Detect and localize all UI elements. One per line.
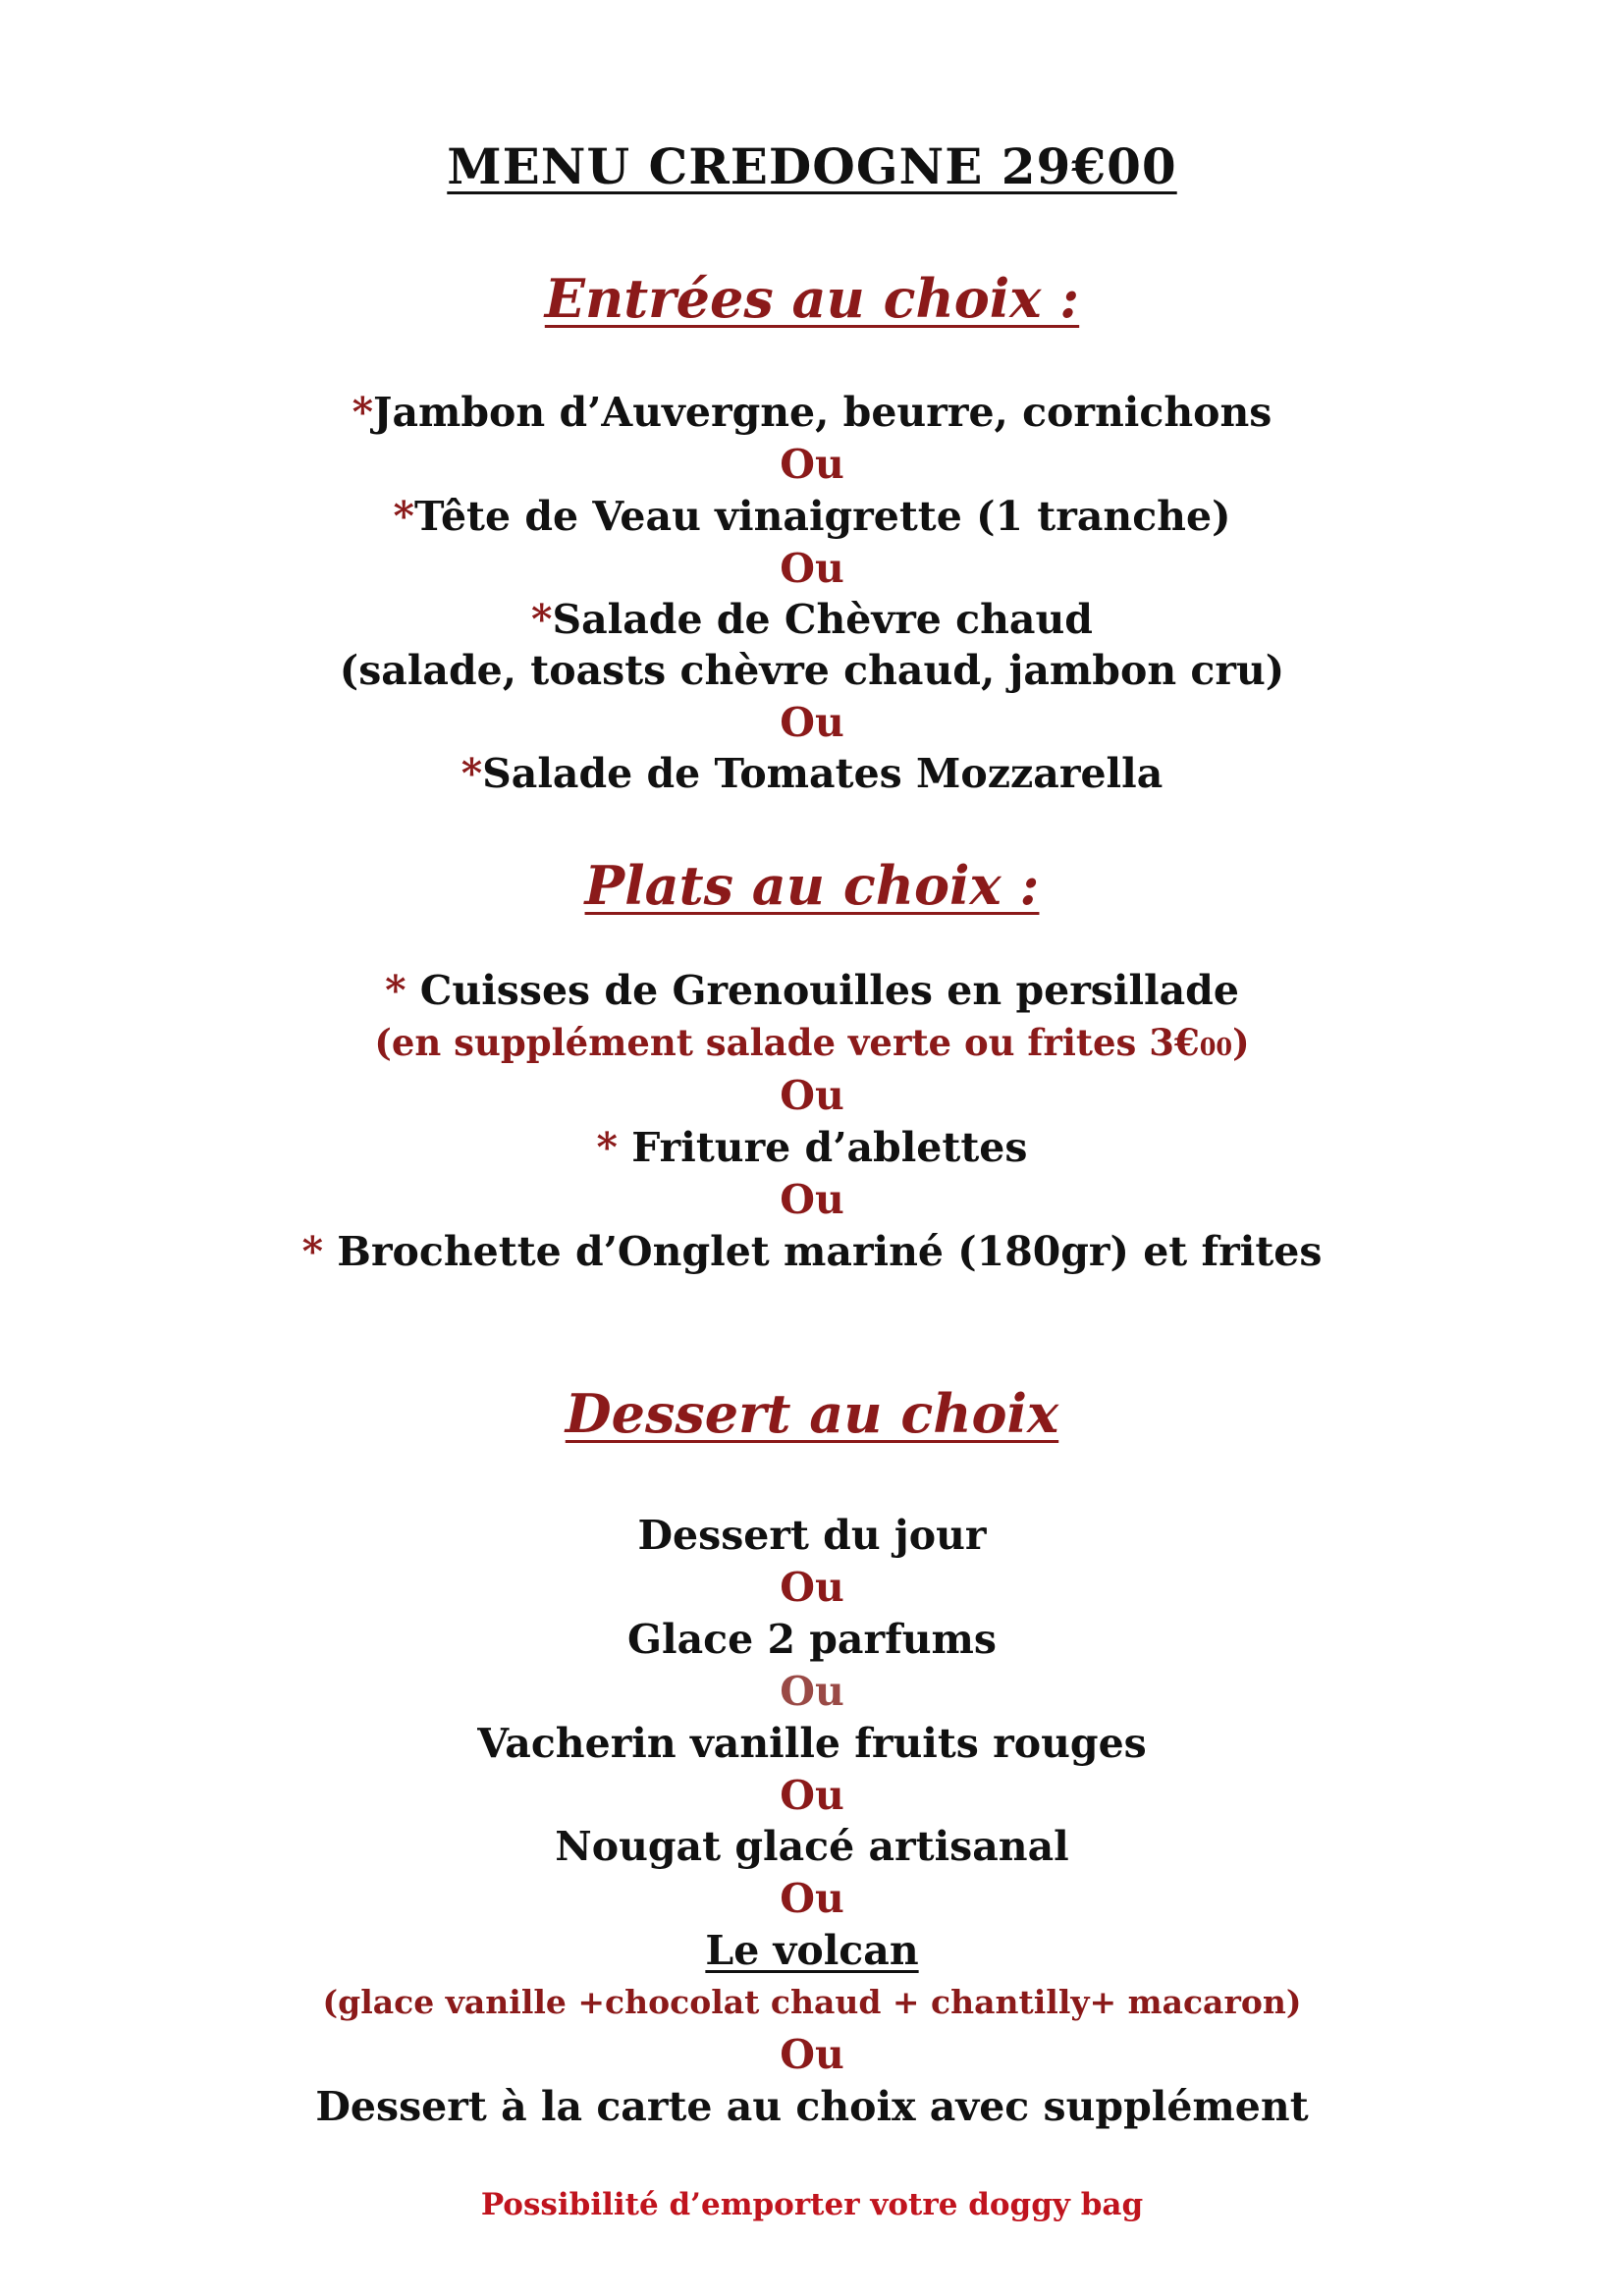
dessert-or-2: Ou: [780, 1668, 844, 1715]
plat-item-2-label: Friture d’ablettes: [618, 1124, 1028, 1171]
entree-star: *: [531, 596, 553, 643]
entree-item-4: [0, 750, 1624, 797]
entree-item-2-label: Tête de Veau vinaigrette (1 tranche): [413, 493, 1231, 540]
plat-item-1-note-cents: 00: [1199, 1033, 1233, 1061]
dessert-item-2: Glace 2 parfums: [626, 1616, 998, 1663]
entree-item-3-detail: (salade, toasts chèvre chaud, jambon cru): [339, 647, 1285, 694]
plat-item-1-note-close: ): [1232, 1021, 1250, 1064]
plat-item-1-label: Cuisses de Grenouilles en persillade: [406, 967, 1239, 1014]
dessert-or-1: Ou: [780, 1564, 844, 1611]
dessert-item-5: [0, 1927, 1624, 1974]
plat-star-1: *: [385, 967, 406, 1014]
dessert-or-5: Ou: [780, 2031, 844, 2078]
menu-title: MENU CREDOGNE 29€00: [447, 137, 1177, 195]
plat-star-2: *: [596, 1124, 618, 1171]
doggy-bag-note: Possibilité d’emporter votre doggy bag: [480, 2187, 1144, 2222]
dessert-item-5-detail: (glace vanille +chocolat chaud + chantilly+ macaron): [322, 1983, 1302, 2021]
entree-or-1: Ou: [780, 441, 844, 488]
dessert-item-3: Vacherin vanille fruits rouges: [477, 1720, 1147, 1767]
entree-item-3: [0, 596, 1624, 643]
entree-item-1-label: Jambon d’Auvergne, beurre, cornichons: [373, 389, 1272, 436]
plat-item-2: [0, 1124, 1624, 1171]
dessert-or-3: Ou: [780, 1772, 844, 1819]
dessert-item-5-label: Le volcan: [705, 1927, 919, 1974]
plat-item-3: [0, 1228, 1624, 1275]
entree-star: *: [393, 493, 414, 540]
dessert-item-4: Nougat glacé artisanal: [555, 1823, 1069, 1870]
dessert-or-4: Ou: [780, 1875, 844, 1922]
dessert-item-6: Dessert à la carte au choix avec supplément: [315, 2083, 1309, 2130]
entree-star: *: [352, 389, 374, 436]
plat-or-1: Ou: [780, 1072, 844, 1119]
entree-or-3: Ou: [780, 699, 844, 746]
entree-item-3-label: Salade de Chèvre chaud: [552, 596, 1093, 643]
entree-item-4-label: Salade de Tomates Mozzarella: [482, 750, 1164, 797]
entree-item-1: [0, 389, 1624, 436]
plat-or-2: Ou: [780, 1176, 844, 1223]
plat-item-1-note-text: (en supplément salade verte ou frites 3€: [374, 1021, 1200, 1064]
plat-item-3-label: Brochette d’Onglet mariné (180gr) et frites: [323, 1228, 1323, 1275]
desserts-heading: Dessert au choix: [565, 1382, 1059, 1445]
dessert-item-1: Dessert du jour: [637, 1512, 987, 1559]
plats-heading: Plats au choix :: [584, 854, 1040, 917]
entree-or-2: Ou: [780, 545, 844, 592]
entrees-heading: Entrées au choix :: [544, 267, 1080, 330]
plat-item-1: [0, 967, 1624, 1014]
entree-item-2: [0, 493, 1624, 540]
entree-star: *: [460, 750, 483, 797]
plat-star-3: *: [301, 1228, 324, 1275]
plat-item-1-note: [0, 1021, 1624, 1064]
